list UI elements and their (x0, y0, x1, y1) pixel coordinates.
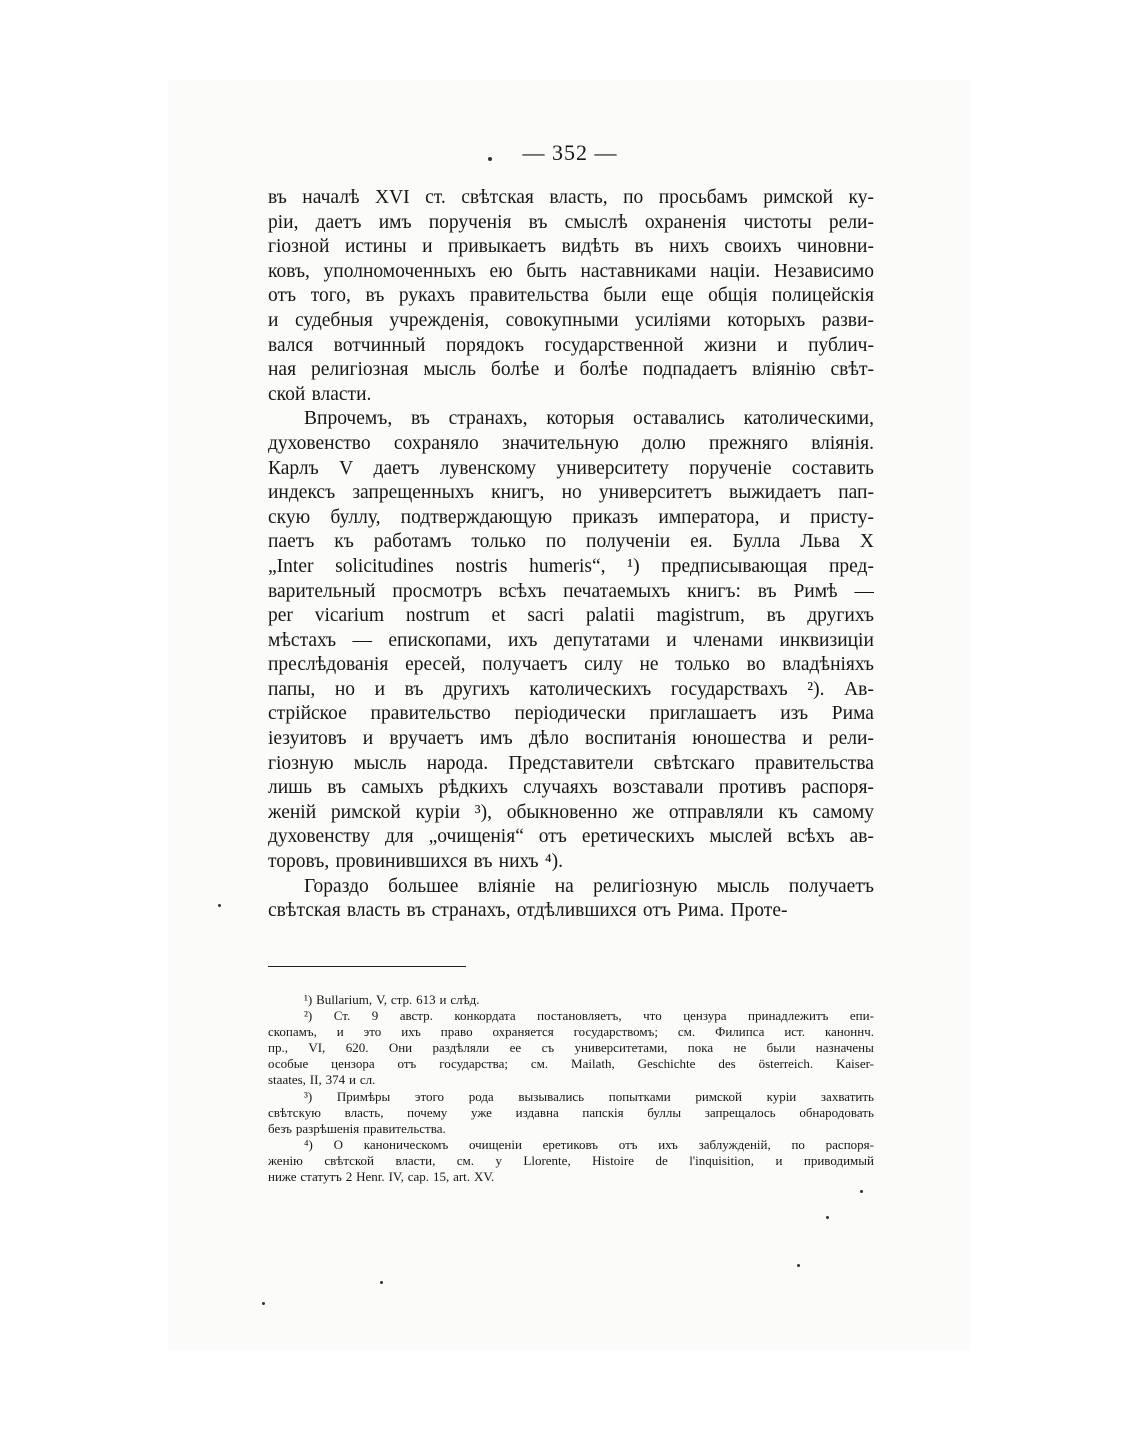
footnote (268, 1089, 874, 1137)
paragraph (268, 186, 874, 407)
text-line: паетъ къ работамъ только по полученіи ея. Булла Льва X (268, 531, 874, 553)
footnote-line: ²) Ст. 9 австр. конкордата постановляетъ, что цензура принадлежитъ епи- (304, 1008, 874, 1024)
footnote (268, 1008, 874, 1088)
text-line: отъ того, въ рукахъ правительства были еще общія полицейскія (268, 285, 874, 307)
scan-speck (797, 1264, 800, 1267)
paragraph (268, 875, 874, 924)
footnote-line: ⁴) О каноническомъ очищеніи еретиковъ отъ ихъ заблужденій, по распоря- (304, 1136, 874, 1152)
scan-speck (262, 1302, 265, 1305)
text-line: стрійское правительство періодически приглашаетъ изъ Рима (268, 703, 874, 725)
text-line: гіозной истины и привыкаетъ видѣть въ нихъ своихъ чиновни- (268, 236, 874, 258)
footnote-divider (268, 966, 466, 967)
scan-speck (218, 904, 221, 907)
text-line: per vicarium nostrum et sacri palatii magistrum, въ другихъ (268, 605, 874, 627)
text-line: іезуитовъ и вручаетъ имъ дѣло воспитанія юношества и рели- (268, 728, 874, 750)
text-line: Карлъ V даетъ лувенскому университету порученіе составить (268, 457, 874, 479)
footnote-line: особые цензора отъ государства; см. Mailath, Geschichte des österreich. Kaiser- (268, 1056, 874, 1072)
footnote-line: пр., VI, 620. Они раздѣляли ее съ университетами, пока не были назначены (268, 1040, 874, 1056)
footnote-line: ¹) Bullarium, V, стр. 613 и слѣд. (304, 992, 480, 1007)
text-line: ской власти. (268, 383, 372, 405)
text-line: свѣтская власть въ странахъ, отдѣлившихся отъ Рима. Проте- (268, 900, 788, 922)
scan-speck (826, 1216, 829, 1219)
page-number: — 352 — (522, 140, 618, 165)
text-line: „Inter solicitudines nostris humeris“, ¹) предписывающая пред- (268, 555, 874, 577)
footnote-line: женію свѣтской власти, см. у Llorente, Histoire de l'inquisition, и приводимый (268, 1152, 874, 1168)
scan-speck (488, 157, 492, 161)
footnote-line: ³) Примѣры этого рода вызывались попытками римской куріи захватить (304, 1088, 874, 1104)
text-line: ковъ, уполномоченныхъ ею быть наставниками націи. Независимо (268, 260, 874, 282)
text-line: въ началѣ XVI ст. свѣтская власть, по просьбамъ римской ку- (268, 187, 874, 208)
text-line: женій римской куріи ³), обыкновенно же отправляли къ самому (268, 801, 874, 823)
text-line: варительный просмотръ всѣхъ печатаемыхъ книгъ: въ Римѣ — (268, 580, 874, 602)
footnote-line: свѣтскую власть, почему уже издавна папскія буллы запрещалось обнародовать (268, 1104, 874, 1120)
footnote-line: безъ разрѣшенія правительства. (268, 1120, 446, 1136)
text-line: духовенству для „очищенія“ отъ еретическихъ мыслей всѣхъ ав- (268, 826, 874, 848)
text-line: Впрочемъ, въ странахъ, которыя оставались католическими, (304, 408, 874, 430)
text-line: торовъ, провинившихся въ нихъ ⁴). (268, 851, 564, 873)
text-line: лишь въ самыхъ рѣдкихъ случаяхъ возставали противъ распоря- (268, 777, 874, 799)
text-line: вался вотчинный порядокъ государственной жизни и публич- (268, 334, 874, 356)
text-line: скую буллу, подтверждающую приказъ императора, и присту- (268, 506, 874, 528)
text-line: мѣстахъ — епископами, ихъ депутатами и членами инквизиціи (268, 629, 874, 651)
text-line: гіозную мысль народа. Представители свѣтскаго правительства (268, 752, 874, 774)
footnote (268, 1137, 874, 1185)
text-line: индексъ запрещенныхъ книгъ, но университетъ выжидаетъ пап- (268, 482, 874, 504)
footnote (268, 992, 874, 1008)
footnote-line: ниже статутъ 2 Henr. IV, cap. 15, art. XV. (268, 1169, 495, 1185)
text-line: ная религіозная мысль болѣе и болѣе подпадаетъ вліянію свѣт- (268, 359, 874, 381)
text-line: Гораздо большее вліяніе на религіозную мысль получаетъ (304, 875, 874, 897)
footnote-line: скопамъ, и это ихъ право охраняется государствомъ; см. Филипса ист. каноннч. (268, 1024, 874, 1040)
text-line: духовенство сохраняло значительную долю прежняго вліянія. (268, 432, 874, 454)
footnote-line: staates, II, 374 и сл. (268, 1072, 376, 1088)
body-text (268, 186, 874, 924)
text-line: папы, но и въ другихъ католическихъ государствахъ ²). Ав- (268, 678, 874, 700)
paragraph (268, 407, 874, 874)
text-line: и судебныя учрежденія, совокупными усиліями которыхъ разви- (268, 309, 874, 331)
text-line: ріи, даетъ имъ порученія въ смыслѣ охраненія чистоты рели- (268, 211, 874, 233)
footnotes (268, 992, 874, 1185)
scan-speck (380, 1281, 383, 1284)
text-line: преслѣдованія ересей, получаетъ силу не только во владѣніяхъ (268, 654, 874, 676)
scan-speck (860, 1190, 863, 1193)
